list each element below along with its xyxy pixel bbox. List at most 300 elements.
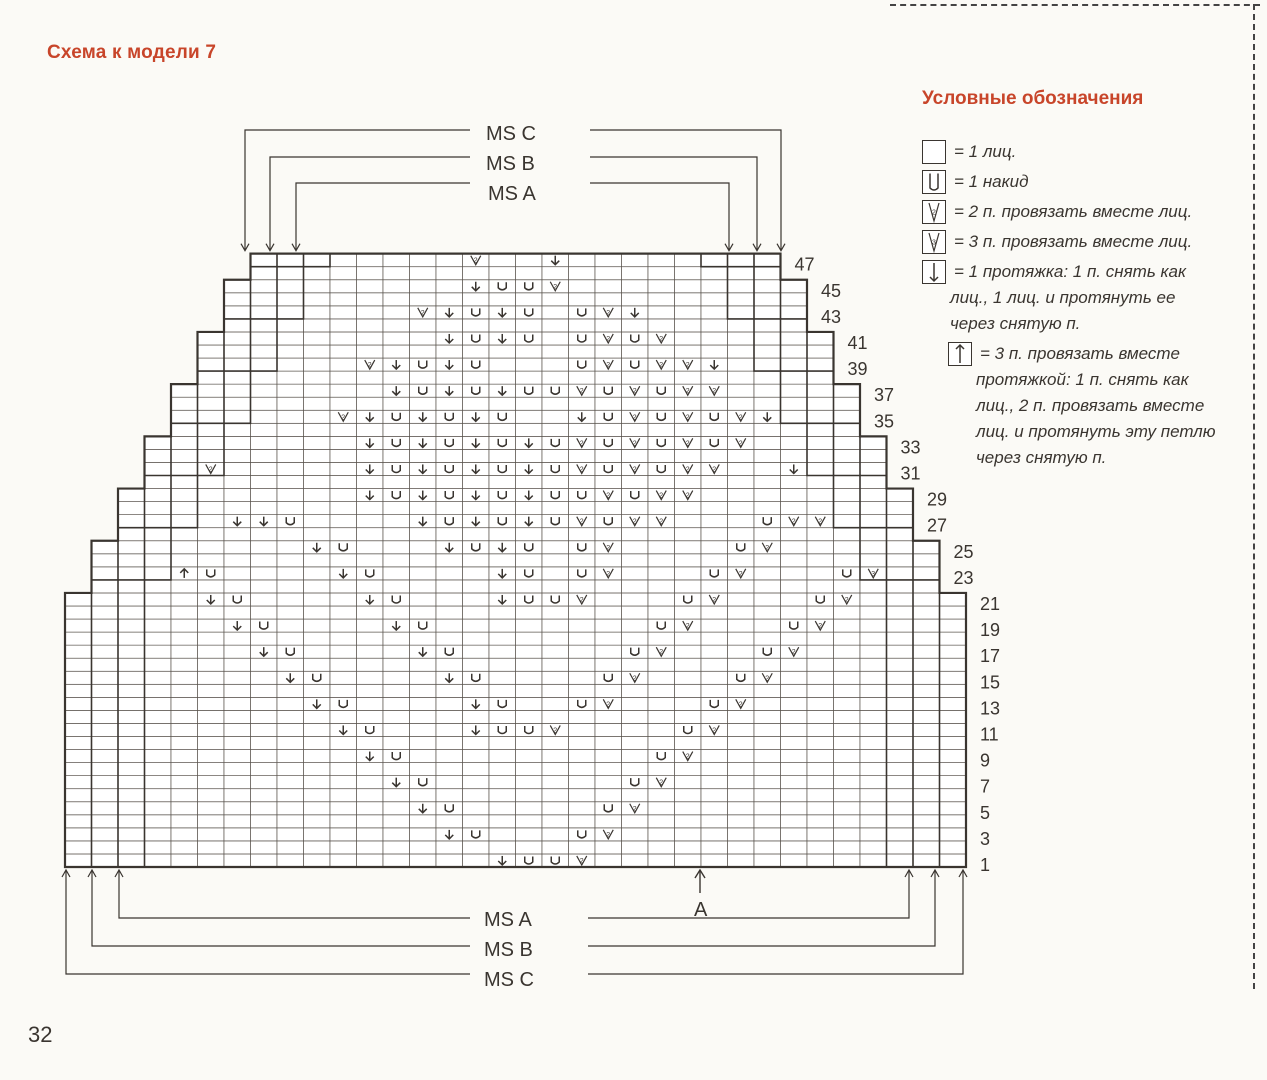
grid-cell — [701, 763, 728, 776]
grid-cell — [648, 541, 675, 554]
grid-cell — [357, 397, 384, 410]
grid-cell — [436, 723, 463, 736]
grid-cell — [516, 541, 543, 554]
grid-cell — [807, 541, 834, 554]
grid-cell — [383, 763, 410, 776]
grid-cell — [622, 554, 649, 567]
grid-cell — [807, 750, 834, 763]
svg-text:2: 2 — [606, 831, 611, 839]
grid-cell — [595, 267, 622, 280]
grid-cell — [145, 567, 172, 580]
grid-cell — [542, 541, 569, 554]
grid-cell — [357, 423, 384, 436]
grid-cell — [436, 515, 463, 528]
grid-cell — [516, 593, 543, 606]
grid-cell — [754, 528, 781, 541]
grid-cell — [542, 697, 569, 710]
grid-cell — [913, 697, 940, 710]
grid-cell — [542, 854, 569, 867]
legend-symbol-yo-icon — [922, 170, 946, 194]
grid-cell — [145, 541, 172, 554]
grid-cell — [330, 554, 357, 567]
grid-cell — [781, 828, 808, 841]
grid-cell — [304, 293, 331, 306]
grid-cell — [595, 397, 622, 410]
grid-cell — [887, 541, 914, 554]
grid-cell — [675, 645, 702, 658]
grid-cell — [595, 476, 622, 489]
grid-cell — [224, 593, 251, 606]
row-number: 37 — [874, 385, 895, 406]
grid-cell — [940, 828, 967, 841]
legend-text: через снятую п. — [950, 314, 1081, 333]
grid-cell — [516, 854, 543, 867]
grid-cell — [383, 423, 410, 436]
grid-cell — [224, 658, 251, 671]
grid-cell — [913, 828, 940, 841]
grid-cell — [860, 580, 887, 593]
grid-cell — [145, 854, 172, 867]
grid-cell — [304, 763, 331, 776]
grid-cell — [410, 737, 437, 750]
grid-cell — [675, 802, 702, 815]
grid-cell — [251, 280, 278, 293]
grid-cell — [489, 619, 516, 632]
grid-cell — [92, 737, 119, 750]
grid-cell — [198, 632, 225, 645]
grid-cell — [436, 606, 463, 619]
grid-cell — [860, 449, 887, 462]
marker-top-line-left — [245, 130, 470, 250]
grid-cell — [224, 489, 251, 502]
grid-cell — [887, 697, 914, 710]
grid-cell — [516, 502, 543, 515]
grid-cell — [595, 684, 622, 697]
grid-cell — [675, 593, 702, 606]
grid-cell — [834, 567, 861, 580]
grid-cell — [860, 489, 887, 502]
grid-cell — [92, 684, 119, 697]
svg-text:2: 2 — [738, 701, 743, 709]
grid-cell — [516, 776, 543, 789]
grid-cell — [834, 502, 861, 515]
grid-cell — [675, 710, 702, 723]
grid-cell — [834, 449, 861, 462]
grid-cell — [304, 358, 331, 371]
grid-cell — [357, 776, 384, 789]
grid-cell — [834, 684, 861, 697]
grid-cell — [516, 267, 543, 280]
grid-cell — [118, 828, 145, 841]
grid-cell — [595, 737, 622, 750]
grid-cell — [171, 541, 198, 554]
grid-cell — [940, 684, 967, 697]
grid-cell — [198, 502, 225, 515]
grid-cell — [860, 476, 887, 489]
grid-cell — [754, 776, 781, 789]
grid-cell — [251, 841, 278, 854]
grid-cell — [277, 737, 304, 750]
grid-cell — [383, 737, 410, 750]
svg-text:2: 2 — [712, 727, 717, 735]
grid-cell — [304, 489, 331, 502]
grid-cell — [224, 684, 251, 697]
grid-cell — [357, 319, 384, 332]
grid-cell — [224, 332, 251, 345]
grid-cell — [118, 802, 145, 815]
svg-text:2: 2 — [685, 492, 690, 500]
row-number: 39 — [847, 359, 868, 380]
grid-cell — [436, 697, 463, 710]
grid-cell — [781, 502, 808, 515]
grid-cell — [277, 828, 304, 841]
grid-cell — [198, 789, 225, 802]
grid-cell — [648, 293, 675, 306]
legend-glyph — [929, 233, 939, 251]
grid-cell — [887, 684, 914, 697]
grid-cell — [118, 567, 145, 580]
legend-text: протяжкой: 1 п. снять как — [976, 370, 1189, 389]
svg-text:2: 2 — [738, 414, 743, 422]
grid-cell — [834, 606, 861, 619]
grid-cell — [489, 502, 516, 515]
grid-cell — [542, 267, 569, 280]
grid-cell — [542, 763, 569, 776]
grid-cell — [463, 267, 490, 280]
grid-cell — [410, 763, 437, 776]
grid-cell — [436, 789, 463, 802]
grid-cell — [171, 789, 198, 802]
grid-cell — [436, 319, 463, 332]
grid-cell — [860, 828, 887, 841]
grid-cell — [251, 684, 278, 697]
legend-text: = 1 накид — [954, 172, 1029, 191]
grid-cell — [277, 423, 304, 436]
grid-cell — [754, 580, 781, 593]
grid-cell — [171, 489, 198, 502]
grid-cell — [171, 671, 198, 684]
grid-cell — [516, 371, 543, 384]
row-number: 29 — [927, 489, 948, 510]
grid-cell — [542, 332, 569, 345]
grid-cell — [834, 789, 861, 802]
grid-cell — [569, 345, 596, 358]
grid-cell — [198, 384, 225, 397]
grid-cell — [834, 802, 861, 815]
grid-cell — [913, 723, 940, 736]
grid-cell — [860, 528, 887, 541]
grid-cell — [807, 489, 834, 502]
grid-cell — [754, 815, 781, 828]
grid-cell — [516, 737, 543, 750]
grid-cell — [569, 776, 596, 789]
grid-cell — [569, 632, 596, 645]
grid-cell — [516, 645, 543, 658]
grid-cell — [118, 815, 145, 828]
legend-text: лиц. и протянуть эту петлю — [976, 422, 1216, 441]
grid-cell — [648, 697, 675, 710]
grid-cell — [463, 397, 490, 410]
grid-cell — [304, 580, 331, 593]
grid-cell — [224, 802, 251, 815]
grid-cell — [224, 789, 251, 802]
grid-cell — [410, 750, 437, 763]
grid-cell — [251, 789, 278, 802]
grid-cell — [728, 750, 755, 763]
grid-cell — [330, 671, 357, 684]
grid-cell — [65, 776, 92, 789]
grid-cell — [622, 710, 649, 723]
grid-cell — [224, 776, 251, 789]
grid-cell — [251, 397, 278, 410]
grid-cell — [330, 384, 357, 397]
grid-cell — [728, 671, 755, 684]
grid-cell — [728, 319, 755, 332]
grid-cell — [65, 671, 92, 684]
grid-cell — [489, 423, 516, 436]
grid-cell — [648, 828, 675, 841]
grid-cell — [648, 462, 675, 475]
grid-cell — [675, 319, 702, 332]
grid-cell — [728, 528, 755, 541]
grid-cell — [436, 528, 463, 541]
grid-cell — [595, 423, 622, 436]
grid-cell — [436, 567, 463, 580]
grid-cell — [489, 554, 516, 567]
grid-cell — [304, 332, 331, 345]
grid-cell — [251, 449, 278, 462]
grid-cell — [701, 776, 728, 789]
grid-cell — [118, 645, 145, 658]
grid-cell — [251, 293, 278, 306]
grid-cell — [410, 671, 437, 684]
grid-cell — [542, 684, 569, 697]
grid-cell — [569, 554, 596, 567]
grid-cell — [754, 593, 781, 606]
grid-cell — [834, 515, 861, 528]
grid-cell — [330, 423, 357, 436]
grid-cell — [701, 632, 728, 645]
grid-cell — [489, 606, 516, 619]
grid-cell — [198, 737, 225, 750]
grid-cell — [463, 371, 490, 384]
grid-cell — [198, 528, 225, 541]
grid-cell — [622, 723, 649, 736]
legend-title: Условные обозначения — [922, 88, 1144, 109]
grid-cell — [330, 710, 357, 723]
grid-cell — [516, 449, 543, 462]
grid-cell — [65, 854, 92, 867]
grid-cell — [940, 606, 967, 619]
grid-cell — [92, 789, 119, 802]
svg-text:2: 2 — [659, 492, 664, 500]
grid-cell — [887, 750, 914, 763]
grid-cell — [251, 306, 278, 319]
grid-cell — [145, 593, 172, 606]
grid-cell — [489, 750, 516, 763]
grid-cell — [834, 737, 861, 750]
marker-bottom-line-left — [66, 871, 470, 974]
grid-cell — [887, 789, 914, 802]
grid-cell — [781, 632, 808, 645]
grid-cell — [489, 710, 516, 723]
grid-cell — [516, 684, 543, 697]
grid-cell — [569, 619, 596, 632]
grid-cell — [754, 710, 781, 723]
grid-cell — [913, 802, 940, 815]
grid-cell — [834, 476, 861, 489]
grid-cell — [648, 384, 675, 397]
grid-cell — [807, 815, 834, 828]
grid-cell — [330, 541, 357, 554]
grid-cell — [569, 684, 596, 697]
grid-cell — [516, 789, 543, 802]
grid-cell — [277, 397, 304, 410]
grid-cell — [463, 345, 490, 358]
grid-cell — [940, 750, 967, 763]
grid-cell — [463, 593, 490, 606]
grid-cell — [754, 632, 781, 645]
grid-cell — [171, 410, 198, 423]
grid-cell — [171, 723, 198, 736]
grid-cell — [410, 358, 437, 371]
grid-cell — [622, 267, 649, 280]
grid-cell — [834, 397, 861, 410]
grid-cell — [118, 763, 145, 776]
grid-cell — [304, 280, 331, 293]
grid-cell — [383, 710, 410, 723]
grid-cell — [913, 619, 940, 632]
grid-cell — [304, 776, 331, 789]
grid-cell — [383, 436, 410, 449]
grid-cell — [277, 358, 304, 371]
grid-cell — [436, 619, 463, 632]
grid-cell — [887, 723, 914, 736]
grid-cell — [913, 737, 940, 750]
row-number: 3 — [980, 828, 991, 849]
grid-cell — [887, 645, 914, 658]
grid-cell — [728, 267, 755, 280]
grid-cell — [277, 684, 304, 697]
grid-cell — [807, 567, 834, 580]
grid-cell — [330, 332, 357, 345]
svg-text:2: 2 — [632, 518, 637, 526]
grid-cell — [701, 815, 728, 828]
grid-cell — [595, 449, 622, 462]
page-number: 32 — [28, 1022, 53, 1047]
grid-cell — [781, 763, 808, 776]
grid-cell — [781, 397, 808, 410]
svg-text:2: 2 — [632, 388, 637, 396]
grid-cell — [595, 723, 622, 736]
legend-symbol-knit-icon — [922, 140, 946, 164]
grid-cell — [887, 528, 914, 541]
grid-cell — [516, 671, 543, 684]
row-number: 23 — [953, 567, 974, 588]
grid-cell — [542, 462, 569, 475]
grid-cell — [701, 410, 728, 423]
grid-cell — [65, 632, 92, 645]
grid-cell — [569, 449, 596, 462]
grid-cell — [118, 619, 145, 632]
grid-cell — [489, 684, 516, 697]
grid-cell — [65, 763, 92, 776]
grid-cell — [410, 684, 437, 697]
grid-cell — [622, 632, 649, 645]
grid-cell — [383, 280, 410, 293]
grid-cell — [436, 449, 463, 462]
grid-cell — [754, 502, 781, 515]
grid-cell — [357, 841, 384, 854]
grid-cell — [675, 280, 702, 293]
grid-cell — [92, 750, 119, 763]
grid-cell — [198, 489, 225, 502]
grid-cell — [463, 332, 490, 345]
grid-cell — [92, 802, 119, 815]
svg-text:2: 2 — [606, 570, 611, 578]
grid-cell — [622, 254, 649, 267]
grid-cell — [489, 658, 516, 671]
grid-cell — [569, 606, 596, 619]
grid-cell — [701, 423, 728, 436]
grid-cell — [92, 815, 119, 828]
grid-cell — [410, 449, 437, 462]
grid-cell — [542, 828, 569, 841]
grid-cell — [940, 645, 967, 658]
grid-cell — [728, 515, 755, 528]
grid-cell — [198, 710, 225, 723]
grid-cell — [754, 267, 781, 280]
grid-cell — [357, 580, 384, 593]
grid-cell — [860, 593, 887, 606]
grid-cell — [834, 619, 861, 632]
grid-cell — [489, 828, 516, 841]
grid-cell — [887, 580, 914, 593]
grid-cell — [383, 671, 410, 684]
grid-cell — [648, 802, 675, 815]
grid-cell — [304, 502, 331, 515]
legend-glyph — [929, 203, 939, 221]
grid-cell — [887, 776, 914, 789]
legend-text: лиц., 2 п. провязать вместе — [976, 396, 1205, 415]
grid-cell — [304, 449, 331, 462]
grid-cell — [807, 841, 834, 854]
grid-cell — [754, 606, 781, 619]
grid-cell — [330, 254, 357, 267]
grid-cell — [436, 632, 463, 645]
grid-cell — [622, 750, 649, 763]
grid-cell — [224, 541, 251, 554]
grid-cell — [542, 737, 569, 750]
grid-cell — [489, 436, 516, 449]
grid-cell — [410, 423, 437, 436]
grid-cell — [436, 658, 463, 671]
marker-bottom-c: MS C — [484, 969, 534, 991]
grid-cell — [754, 854, 781, 867]
grid-cell — [118, 593, 145, 606]
grid-cell — [277, 254, 304, 267]
grid-cell — [940, 815, 967, 828]
grid-cell — [595, 815, 622, 828]
grid-cell — [940, 593, 967, 606]
grid-cell — [701, 750, 728, 763]
grid-cell — [781, 789, 808, 802]
grid-cell — [675, 815, 702, 828]
grid-cell — [728, 449, 755, 462]
grid-cell — [648, 371, 675, 384]
grid-cell — [489, 789, 516, 802]
grid-cell — [754, 684, 781, 697]
